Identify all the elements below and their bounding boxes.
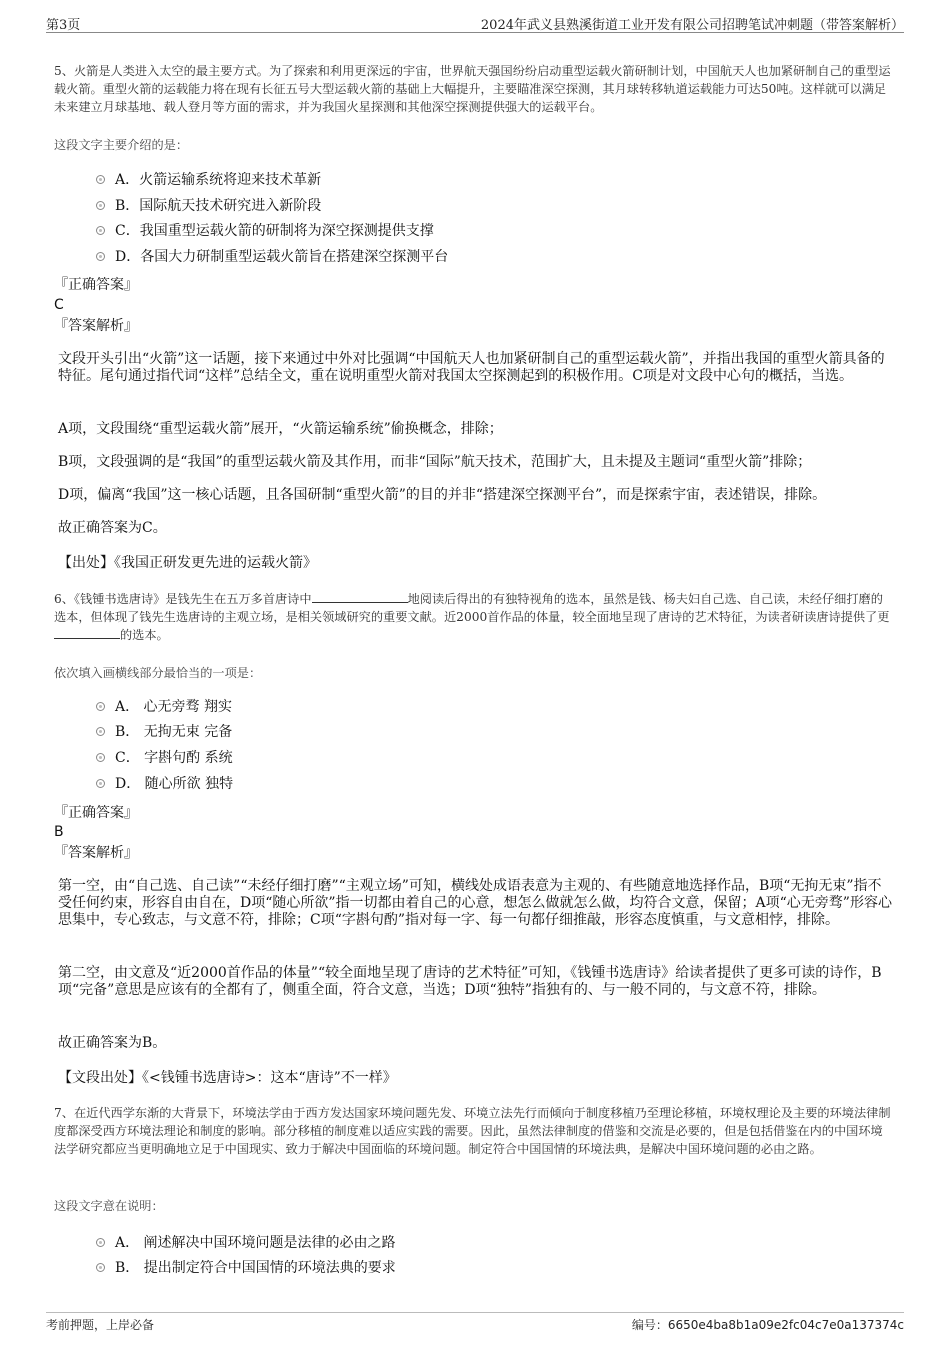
q6-option-b[interactable] bbox=[96, 722, 232, 742]
q5-analysis-2: A项，文段围绕“重型运载火箭”展开，“火箭运输系统”偷换概念，排除； bbox=[58, 421, 503, 437]
option-label: B． 提出制定符合中国国情的环境法典的要求 bbox=[115, 1260, 396, 1276]
radio-icon[interactable] bbox=[96, 1238, 105, 1247]
q5-answer-title: 『正确答案』 bbox=[54, 277, 138, 293]
q6-text bbox=[54, 590, 894, 644]
q5-answer: C bbox=[54, 297, 64, 313]
option-label: A．火箭运输系统将迎来技术革新 bbox=[115, 172, 322, 188]
q5-analysis-title: 『答案解析』 bbox=[54, 318, 138, 334]
q7-option-a[interactable] bbox=[96, 1233, 396, 1253]
q6-text-part-b: 地阅读后得出的有独特视角的选本，虽然是钱、杨夫妇自己选、自己读，未经仔细打磨的选本，但体现了钱先生选唐诗的主观立场，是相关领域研究的重要文献。近2000首作品的体量，较全面地呈现了唐诗的艺术特征，为读者研读唐诗提供了更 bbox=[54, 592, 890, 624]
option-label: A． 阐述解决中国环境问题是法律的必由之路 bbox=[115, 1235, 396, 1251]
q6-analysis-1: 第一空，由“自己选、自己读”“未经仔细打磨”“主观立场”可知，横线处成语表意为主观的、有些随意地选择作品，B项“无拘无束”指不受任何约束，形容自由自在，D项“随心所欲”指一切都由着自己的心意，想怎么做就怎么做，均符合文意，保留；A项“心无旁骛”形容心思集中，专心致志，与文意不符，排除；C项“字斟句酌”指对每一字、每一句都仔细推敲，形容态度慎重，与文意相悖，排除。 bbox=[58, 878, 892, 928]
footer-slogan: 考前押题，上岸必备 bbox=[46, 1318, 155, 1332]
q5-text: 5、火箭是人类进入太空的最主要方式。为了探索和利用更深远的宇宙，世界航天强国纷纷启动重型运载火箭研制计划，中国航天人也加紧研制自己的重型运载火箭。重型火箭的运载能力将在现有长征五号大型运载火箭的基础上大幅提升，主要瞄准深空探测，其月球转移轨道运载能力可达50吨。这样就可以满足未来建立月球基地、载人登月等方面的需求，并为我国火星探测和其他深空探测提供强大的运载平台。 bbox=[54, 64, 891, 114]
option-label: A． 心无旁骛 翔实 bbox=[115, 699, 233, 715]
radio-icon[interactable] bbox=[96, 702, 105, 711]
q5-source: 【出处】《我国正研发更先进的运载火箭》 bbox=[58, 555, 317, 571]
q6-option-c[interactable] bbox=[96, 748, 233, 768]
fill-blank-1 bbox=[312, 590, 408, 603]
q5-analysis-5: 故正确答案为C。 bbox=[58, 520, 167, 536]
radio-icon[interactable] bbox=[96, 252, 105, 261]
page-header bbox=[46, 14, 904, 33]
q7-text: 7、在近代西学东渐的大背景下，环境法学由于西方发达国家环境问题先发、环境立法先行而倾向于制度移植乃至理论移植，环境权理论及主要的环境法律制度都深受西方环境法理论和制度的影响。部分移植的制度难以适应实践的需要。因此，虽然法律制度的借鉴和交流是必要的，但是包括借鉴在内的中国环境法学研究都应当更明确地立足于中国现实、致力于解决中国面临的环境问题。制定符合中国国情的环境法典，是解决中国环境问题的必由之路。 bbox=[54, 1106, 891, 1156]
document-id: 编号：6650e4ba8b1a09e2fc04c7e0a137374c bbox=[631, 1318, 904, 1332]
q6-prompt: 依次填入画横线部分最恰当的一项是： bbox=[54, 666, 262, 680]
q6-analysis-title: 『答案解析』 bbox=[54, 845, 138, 861]
option-label: B．国际航天技术研究进入新阶段 bbox=[115, 198, 322, 214]
q6-answer-title: 『正确答案』 bbox=[54, 805, 138, 821]
radio-icon[interactable] bbox=[96, 175, 105, 184]
q5-prompt: 这段文字主要介绍的是： bbox=[54, 138, 189, 152]
q6-text-part-c: 的选本。 bbox=[120, 628, 169, 642]
q5-analysis-1: 文段开头引出“火箭”这一话题，接下来通过中外对比强调“中国航天人也加紧研制自己的重型运载火箭”，并指出我国的重型火箭具备的特征。尾句通过指代词“这样”总结全文，重在说明重型火箭对我国太空探测起到的积极作用。C项是对文段中心句的概括，当选。 bbox=[58, 351, 885, 384]
radio-icon[interactable] bbox=[96, 753, 105, 762]
page-footer bbox=[46, 1312, 904, 1335]
q5-option-d[interactable] bbox=[96, 247, 448, 267]
option-label: C． 字斟句酌 系统 bbox=[115, 750, 233, 766]
option-label: C．我国重型运载火箭的研制将为深空探测提供支撑 bbox=[115, 223, 434, 239]
q6-analysis-2: 第二空，由文意及“近2000首作品的体量”“较全面地呈现了唐诗的艺术特征”可知，《钱锺书选唐诗》给读者提供了更多可读的诗作，B项“完备”意思是应该有的全都有了，侧重全面，符合文意，当选；D项“独特”指独有的、与一般不同的，与文意不符，排除。 bbox=[58, 965, 882, 998]
q5-analysis-4: D项，偏离“我国”这一核心话题，且各国研制“重型火箭”的目的并非“搭建深空探测平台”，而是探索宇宙，表述错误，排除。 bbox=[58, 487, 827, 503]
q6-analysis-3: 故正确答案为B。 bbox=[58, 1035, 167, 1051]
q6-option-d[interactable] bbox=[96, 774, 233, 794]
q7-option-b[interactable] bbox=[96, 1258, 396, 1278]
fill-blank-2 bbox=[54, 626, 120, 639]
q6-text-part-a: 6、《钱锺书选唐诗》是钱先生在五万多首唐诗中 bbox=[54, 592, 312, 606]
radio-icon[interactable] bbox=[96, 1263, 105, 1272]
q7-prompt: 这段文字意在说明： bbox=[54, 1199, 164, 1213]
option-label: D． 随心所欲 独特 bbox=[115, 776, 234, 792]
page-number: 第3页 bbox=[46, 18, 81, 33]
q6-answer: B bbox=[54, 824, 64, 840]
q5-analysis-3: B项，文段强调的是“我国”的重型运载火箭及其作用，而非“国际”航天技术，范围扩大，且未提及主题词“重型火箭”排除； bbox=[58, 454, 812, 470]
q6-source: 【文段出处】《<钱锺书选唐诗>：这本“唐诗”不一样》 bbox=[58, 1070, 397, 1086]
radio-icon[interactable] bbox=[96, 226, 105, 235]
radio-icon[interactable] bbox=[96, 727, 105, 736]
radio-icon[interactable] bbox=[96, 779, 105, 788]
q5-option-c[interactable] bbox=[96, 221, 434, 241]
q5-option-b[interactable] bbox=[96, 196, 321, 216]
q6-option-a[interactable] bbox=[96, 697, 232, 717]
option-label: B． 无拘无束 完备 bbox=[115, 724, 233, 740]
radio-icon[interactable] bbox=[96, 201, 105, 210]
q5-option-a[interactable] bbox=[96, 170, 321, 190]
document-title: 2024年武义县熟溪街道工业开发有限公司招聘笔试冲刺题（带答案解析） bbox=[480, 18, 904, 33]
option-label: D．各国大力研制重型运载火箭旨在搭建深空探测平台 bbox=[115, 249, 449, 265]
